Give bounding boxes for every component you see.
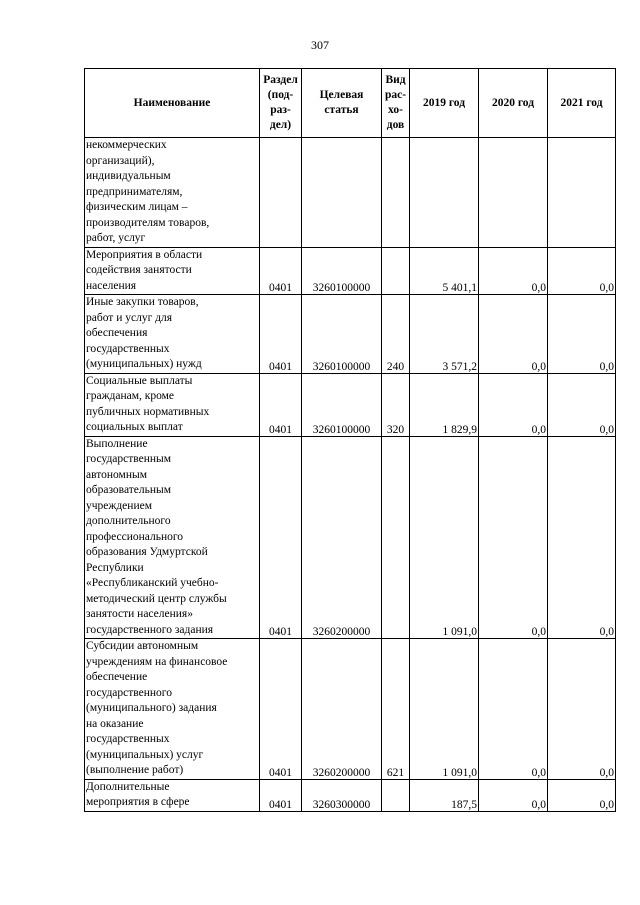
- row-2019: 5 401,1: [410, 247, 479, 295]
- header-name: [85, 69, 260, 138]
- page-number: 307: [311, 38, 329, 52]
- header-section: [260, 69, 302, 138]
- row-2021: 0,0: [548, 639, 616, 780]
- row-target-article: 3260100000: [302, 295, 382, 374]
- header-2021: [548, 69, 616, 138]
- row-2019: [410, 138, 479, 248]
- row-expense-type: 320: [382, 373, 410, 436]
- row-2021: [548, 138, 616, 248]
- row-2021: 0,0: [548, 295, 616, 374]
- row-2021: 0,0: [548, 373, 616, 436]
- row-name: Иные закупки товаров, работ и услуг для обеспечения государственных (муниципальных) нужд: [85, 295, 260, 374]
- table-row: [85, 639, 616, 780]
- row-name: Субсидии автономным учреждениям на финансовое обеспечение государственного (муниципального) задания на оказание государственных (муниципальных) услуг (выполнение работ): [85, 639, 260, 780]
- row-expense-type: 240: [382, 295, 410, 374]
- table-header-row: [85, 69, 616, 138]
- row-name: Выполнение государственным автономным образовательным учреждением дополнительного профессионального образования Удмуртской Республики «Республиканский учебно- методический центр службы занятости населения» государственного задания: [85, 436, 260, 639]
- header-expense-type-label: Вид рас- хо- дов: [384, 74, 407, 131]
- row-section: 0401: [260, 639, 302, 780]
- table-row: [85, 436, 616, 639]
- row-section: 0401: [260, 436, 302, 639]
- row-name: Мероприятия в области содействия занятости населения: [85, 247, 260, 295]
- row-2020: 0,0: [479, 779, 548, 811]
- row-target-article: 3260100000: [302, 373, 382, 436]
- row-2019: 1 091,0: [410, 436, 479, 639]
- header-2020-label: 2020 год: [491, 96, 535, 109]
- row-2019: 187,5: [410, 779, 479, 811]
- row-2020: [479, 138, 548, 248]
- row-target-article: 3260200000: [302, 639, 382, 780]
- row-2020: 0,0: [479, 295, 548, 374]
- row-target-article: 3260200000: [302, 436, 382, 639]
- header-target-article-label: Целевая статья: [319, 89, 364, 116]
- row-target-article: [302, 138, 382, 248]
- header-2019-label: 2019 год: [422, 96, 466, 109]
- table-row: [85, 138, 616, 248]
- row-2019: 1 091,0: [410, 639, 479, 780]
- header-2021-label: 2021 год: [560, 96, 603, 109]
- header-expense-type: [382, 69, 410, 138]
- row-2020: 0,0: [479, 373, 548, 436]
- row-section: 0401: [260, 373, 302, 436]
- row-2019: 3 571,2: [410, 295, 479, 374]
- header-2020: [479, 69, 548, 138]
- row-section: 0401: [260, 247, 302, 295]
- table-row: [85, 247, 616, 295]
- row-expense-type: [382, 436, 410, 639]
- row-expense-type: 621: [382, 639, 410, 780]
- row-expense-type: [382, 138, 410, 248]
- row-name: Дополнительные мероприятия в сфере: [85, 779, 260, 811]
- row-section: 0401: [260, 779, 302, 811]
- row-2021: 0,0: [548, 247, 616, 295]
- row-name: Социальные выплаты гражданам, кроме публичных нормативных социальных выплат: [85, 373, 260, 436]
- row-target-article: 3260300000: [302, 779, 382, 811]
- header-section-label: Раздел (под- раз- дел): [263, 74, 298, 131]
- row-2020: 0,0: [479, 639, 548, 780]
- header-2019: [410, 69, 479, 138]
- row-name: некоммерческих организаций), индивидуальным предпринимателям, физическим лицам – производителям товаров, работ, услуг: [85, 138, 260, 248]
- row-2020: 0,0: [479, 247, 548, 295]
- row-section: 0401: [260, 295, 302, 374]
- row-expense-type: [382, 247, 410, 295]
- row-2021: 0,0: [548, 779, 616, 811]
- table-row: [85, 295, 616, 374]
- row-target-article: 3260100000: [302, 247, 382, 295]
- header-target-article: [302, 69, 382, 138]
- row-expense-type: [382, 779, 410, 811]
- budget-table: [84, 68, 616, 812]
- table-row: [85, 779, 616, 811]
- row-2021: 0,0: [548, 436, 616, 639]
- row-2020: 0,0: [479, 436, 548, 639]
- row-2019: 1 829,9: [410, 373, 479, 436]
- table-row: [85, 373, 616, 436]
- header-name-label: Наименование: [133, 96, 211, 109]
- row-section: [260, 138, 302, 248]
